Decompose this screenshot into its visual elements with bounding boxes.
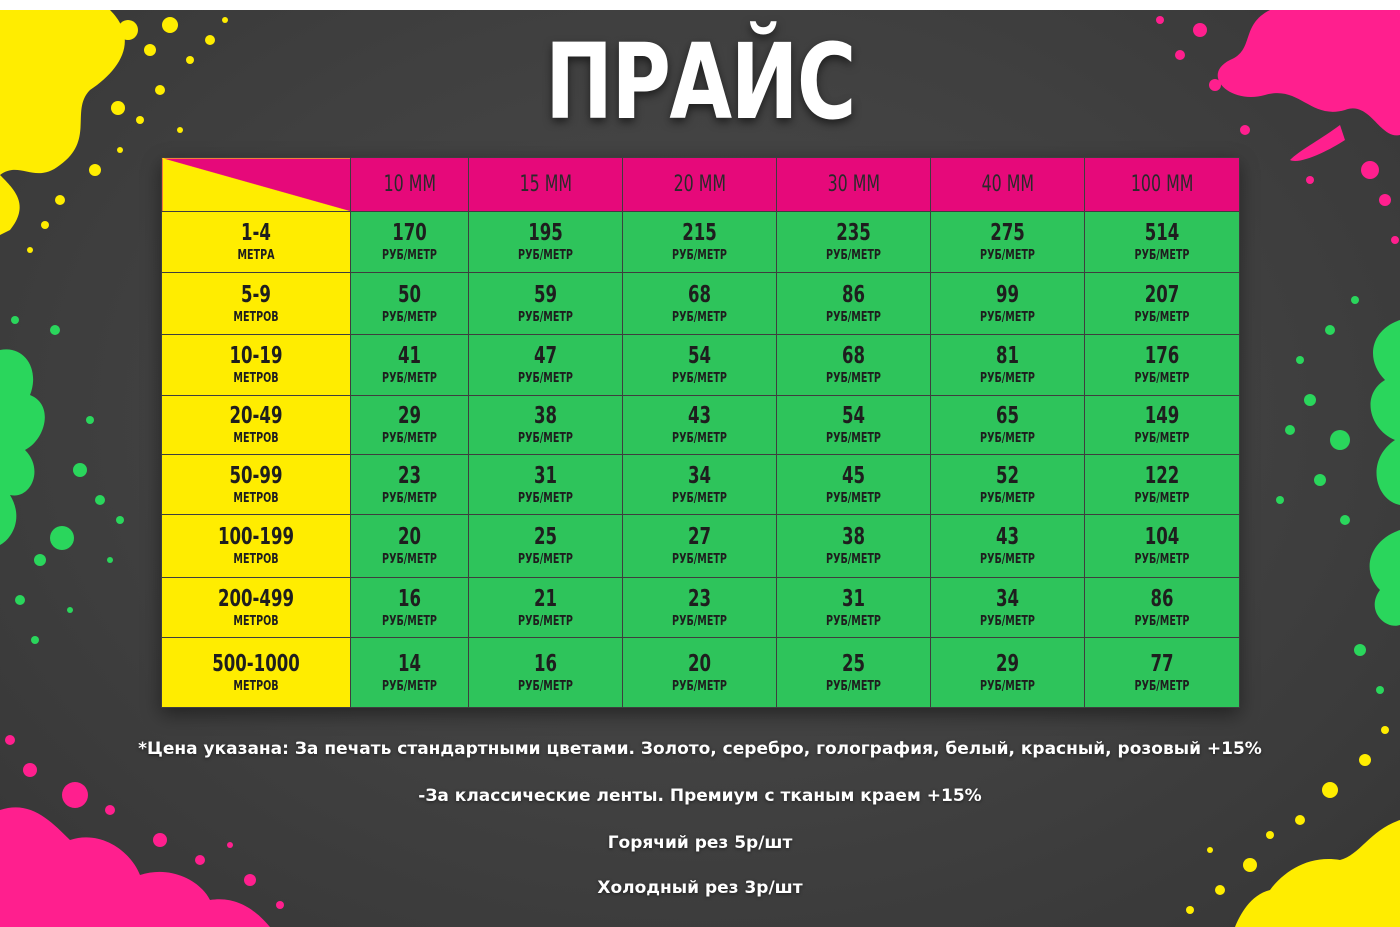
table-row xyxy=(162,578,1240,638)
price-cell xyxy=(623,212,777,273)
price-cell xyxy=(469,335,623,396)
price-cell xyxy=(1085,638,1240,708)
price-value: 68 xyxy=(841,343,866,369)
price-value: 29 xyxy=(397,403,422,429)
price-value: 65 xyxy=(995,403,1020,429)
price-cell xyxy=(623,515,777,578)
column-header-label: 100 ММ xyxy=(1130,172,1194,197)
price-cell xyxy=(777,212,931,273)
price-cell xyxy=(469,273,623,335)
quantity-unit: МЕТРОВ xyxy=(233,431,279,446)
price-cell xyxy=(351,578,469,638)
price-cell xyxy=(931,638,1085,708)
price-unit: РУБ/МЕТР xyxy=(672,678,727,694)
price-unit: РУБ/МЕТР xyxy=(382,309,437,325)
table-row xyxy=(162,335,1240,396)
price-value: 41 xyxy=(397,343,422,369)
price-value: 170 xyxy=(392,220,427,246)
column-header-label: 15 ММ xyxy=(519,172,572,197)
column-header xyxy=(931,158,1085,212)
price-value: 68 xyxy=(687,281,712,308)
price-unit: РУБ/МЕТР xyxy=(1134,431,1190,446)
price-unit: РУБ/МЕТР xyxy=(826,678,881,694)
price-cell xyxy=(777,273,931,335)
price-cell xyxy=(931,396,1085,455)
table-row xyxy=(162,273,1240,335)
column-header-label: 40 ММ xyxy=(981,172,1034,197)
quantity-cell xyxy=(162,273,351,335)
corner-cell xyxy=(162,158,351,212)
price-unit: РУБ/МЕТР xyxy=(672,248,727,263)
price-cell xyxy=(777,638,931,708)
column-header-label: 10 ММ xyxy=(383,172,436,197)
price-cell xyxy=(777,515,931,578)
price-cell xyxy=(351,396,469,455)
price-value: 21 xyxy=(533,585,558,612)
price-value: 54 xyxy=(687,343,712,369)
price-value: 176 xyxy=(1144,343,1180,369)
price-value: 14 xyxy=(397,650,422,677)
price-unit: РУБ/МЕТР xyxy=(518,248,573,263)
column-header xyxy=(777,158,931,212)
price-value: 81 xyxy=(995,343,1020,369)
price-value: 43 xyxy=(995,524,1020,550)
price-value: 29 xyxy=(995,650,1020,677)
price-cell xyxy=(931,455,1085,515)
column-header xyxy=(469,158,623,212)
price-unit: РУБ/МЕТР xyxy=(980,371,1035,386)
price-value: 50 xyxy=(397,281,422,308)
price-value: 86 xyxy=(841,281,866,308)
price-unit: РУБ/МЕТР xyxy=(1134,371,1190,386)
price-value: 59 xyxy=(533,281,558,308)
price-cell xyxy=(469,638,623,708)
quantity-range: 500-1000 xyxy=(212,650,300,677)
price-unit: РУБ/МЕТР xyxy=(382,552,437,567)
price-value: 195 xyxy=(528,220,563,246)
note-hot-cut: Горячий рез 5р/шт xyxy=(607,833,793,853)
price-cell xyxy=(469,515,623,578)
price-cell xyxy=(623,578,777,638)
note-print-colors: *Цена указана: За печать стандартными цветами. Золото, серебро, голография, белый, красный, розовый +15% xyxy=(138,739,1262,759)
quantity-range: 1-4 xyxy=(241,220,271,246)
quantity-range: 50-99 xyxy=(229,462,283,489)
price-value: 149 xyxy=(1144,403,1180,429)
price-table xyxy=(161,157,1240,708)
quantity-range: 200-499 xyxy=(218,585,294,612)
quantity-unit: МЕТРА xyxy=(237,248,275,263)
note-cold-cut: Холодный рез 3р/шт xyxy=(597,878,803,898)
price-value: 45 xyxy=(841,462,866,489)
price-unit: РУБ/МЕТР xyxy=(826,309,881,325)
price-unit: РУБ/МЕТР xyxy=(826,248,881,263)
quantity-range: 10-19 xyxy=(229,343,283,369)
price-unit: РУБ/МЕТР xyxy=(672,490,727,506)
price-value: 20 xyxy=(397,524,422,550)
price-value: 207 xyxy=(1144,281,1180,308)
price-unit: РУБ/МЕТР xyxy=(382,371,437,386)
price-unit: РУБ/МЕТР xyxy=(382,678,437,694)
price-cell xyxy=(623,273,777,335)
quantity-cell xyxy=(162,638,351,708)
price-unit: РУБ/МЕТР xyxy=(826,371,881,386)
price-cell xyxy=(931,212,1085,273)
price-unit: РУБ/МЕТР xyxy=(980,552,1035,567)
table-row xyxy=(162,638,1240,708)
price-value: 47 xyxy=(533,343,558,369)
price-cell xyxy=(1085,273,1240,335)
quantity-cell xyxy=(162,335,351,396)
quantity-range: 5-9 xyxy=(241,281,271,308)
quantity-unit: МЕТРОВ xyxy=(233,678,279,694)
price-cell xyxy=(623,638,777,708)
header-row xyxy=(162,158,1240,212)
table-row xyxy=(162,515,1240,578)
price-unit: РУБ/МЕТР xyxy=(980,613,1035,629)
price-cell xyxy=(623,455,777,515)
price-unit: РУБ/МЕТР xyxy=(518,552,573,567)
price-value: 31 xyxy=(533,462,558,489)
price-cell xyxy=(469,578,623,638)
price-unit: РУБ/МЕТР xyxy=(672,613,727,629)
price-unit: РУБ/МЕТР xyxy=(672,431,727,446)
price-unit: РУБ/МЕТР xyxy=(518,678,573,694)
price-value: 25 xyxy=(533,524,558,550)
price-unit: РУБ/МЕТР xyxy=(980,490,1035,506)
price-value: 34 xyxy=(687,462,712,489)
quantity-range: 20-49 xyxy=(229,403,283,429)
column-header-label: 20 ММ xyxy=(673,172,726,197)
price-cell xyxy=(1085,455,1240,515)
price-unit: РУБ/МЕТР xyxy=(826,552,881,567)
price-cell xyxy=(351,273,469,335)
price-value: 27 xyxy=(687,524,712,550)
price-cell xyxy=(931,335,1085,396)
price-value: 77 xyxy=(1150,650,1174,677)
price-unit: РУБ/МЕТР xyxy=(672,309,727,325)
quantity-unit: МЕТРОВ xyxy=(233,490,279,506)
price-cell xyxy=(1085,212,1240,273)
price-value: 38 xyxy=(533,403,558,429)
page-title: ПРАЙС xyxy=(545,21,855,143)
quantity-cell xyxy=(162,515,351,578)
price-value: 104 xyxy=(1144,524,1180,550)
price-cell xyxy=(469,455,623,515)
price-unit: РУБ/МЕТР xyxy=(1134,552,1190,567)
price-cell xyxy=(1085,335,1240,396)
price-value: 99 xyxy=(995,281,1020,308)
price-value: 16 xyxy=(533,650,558,677)
table-row xyxy=(162,455,1240,515)
price-cell xyxy=(351,212,469,273)
price-cell xyxy=(469,396,623,455)
price-unit: РУБ/МЕТР xyxy=(518,613,573,629)
price-cell xyxy=(777,396,931,455)
price-value: 34 xyxy=(995,585,1020,612)
quantity-unit: МЕТРОВ xyxy=(233,309,279,325)
price-value: 235 xyxy=(836,220,871,246)
price-value: 25 xyxy=(841,650,866,677)
price-unit: РУБ/МЕТР xyxy=(826,613,881,629)
table-row xyxy=(162,212,1240,273)
quantity-unit: МЕТРОВ xyxy=(233,371,279,386)
price-cell xyxy=(351,335,469,396)
price-value: 122 xyxy=(1144,462,1180,489)
column-header xyxy=(351,158,469,212)
price-cell xyxy=(931,273,1085,335)
price-unit: РУБ/МЕТР xyxy=(980,431,1035,446)
price-unit: РУБ/МЕТР xyxy=(980,309,1035,325)
quantity-unit: МЕТРОВ xyxy=(233,613,279,629)
price-table-container xyxy=(161,157,1239,708)
price-unit: РУБ/МЕТР xyxy=(826,490,881,506)
price-value: 215 xyxy=(682,220,717,246)
column-header xyxy=(623,158,777,212)
price-unit: РУБ/МЕТР xyxy=(518,371,573,386)
price-value: 20 xyxy=(687,650,712,677)
price-unit: РУБ/МЕТР xyxy=(518,431,573,446)
price-value: 514 xyxy=(1144,220,1180,246)
price-value: 43 xyxy=(687,403,712,429)
price-value: 16 xyxy=(397,585,422,612)
price-unit: РУБ/МЕТР xyxy=(980,248,1035,263)
quantity-unit: МЕТРОВ xyxy=(233,552,279,567)
price-unit: РУБ/МЕТР xyxy=(1134,613,1190,629)
price-value: 275 xyxy=(990,220,1025,246)
price-cell xyxy=(1085,396,1240,455)
price-value: 23 xyxy=(397,462,422,489)
price-value: 31 xyxy=(841,585,866,612)
price-cell xyxy=(351,638,469,708)
price-unit: РУБ/МЕТР xyxy=(672,371,727,386)
price-unit: РУБ/МЕТР xyxy=(382,613,437,629)
price-unit: РУБ/МЕТР xyxy=(382,431,437,446)
price-value: 23 xyxy=(687,585,712,612)
quantity-cell xyxy=(162,212,351,273)
quantity-cell xyxy=(162,396,351,455)
price-unit: РУБ/МЕТР xyxy=(382,248,437,263)
price-value: 52 xyxy=(995,462,1020,489)
price-unit: РУБ/МЕТР xyxy=(826,431,881,446)
price-unit: РУБ/МЕТР xyxy=(518,490,573,506)
column-header xyxy=(1085,158,1240,212)
price-cell xyxy=(351,515,469,578)
price-unit: РУБ/МЕТР xyxy=(980,678,1035,694)
quantity-cell xyxy=(162,455,351,515)
table-row xyxy=(162,396,1240,455)
price-unit: РУБ/МЕТР xyxy=(1134,490,1190,506)
column-header-label: 30 ММ xyxy=(827,172,880,197)
price-cell xyxy=(1085,515,1240,578)
price-cell xyxy=(931,578,1085,638)
price-unit: РУБ/МЕТР xyxy=(1134,309,1190,325)
price-cell xyxy=(777,455,931,515)
price-value: 54 xyxy=(841,403,866,429)
price-cell xyxy=(931,515,1085,578)
price-unit: РУБ/МЕТР xyxy=(672,552,727,567)
note-ribbons: -За классические ленты. Премиум с тканым краем +15% xyxy=(418,786,982,806)
price-unit: РУБ/МЕТР xyxy=(1134,248,1190,263)
quantity-cell xyxy=(162,578,351,638)
price-value: 38 xyxy=(841,524,866,550)
price-cell xyxy=(1085,578,1240,638)
price-cell xyxy=(469,212,623,273)
price-cell xyxy=(351,455,469,515)
price-cell xyxy=(777,578,931,638)
price-unit: РУБ/МЕТР xyxy=(518,309,573,325)
price-value: 86 xyxy=(1150,585,1174,612)
price-unit: РУБ/МЕТР xyxy=(382,490,437,506)
quantity-range: 100-199 xyxy=(218,524,294,550)
price-cell xyxy=(777,335,931,396)
price-unit: РУБ/МЕТР xyxy=(1134,678,1190,694)
price-cell xyxy=(623,396,777,455)
price-cell xyxy=(623,335,777,396)
